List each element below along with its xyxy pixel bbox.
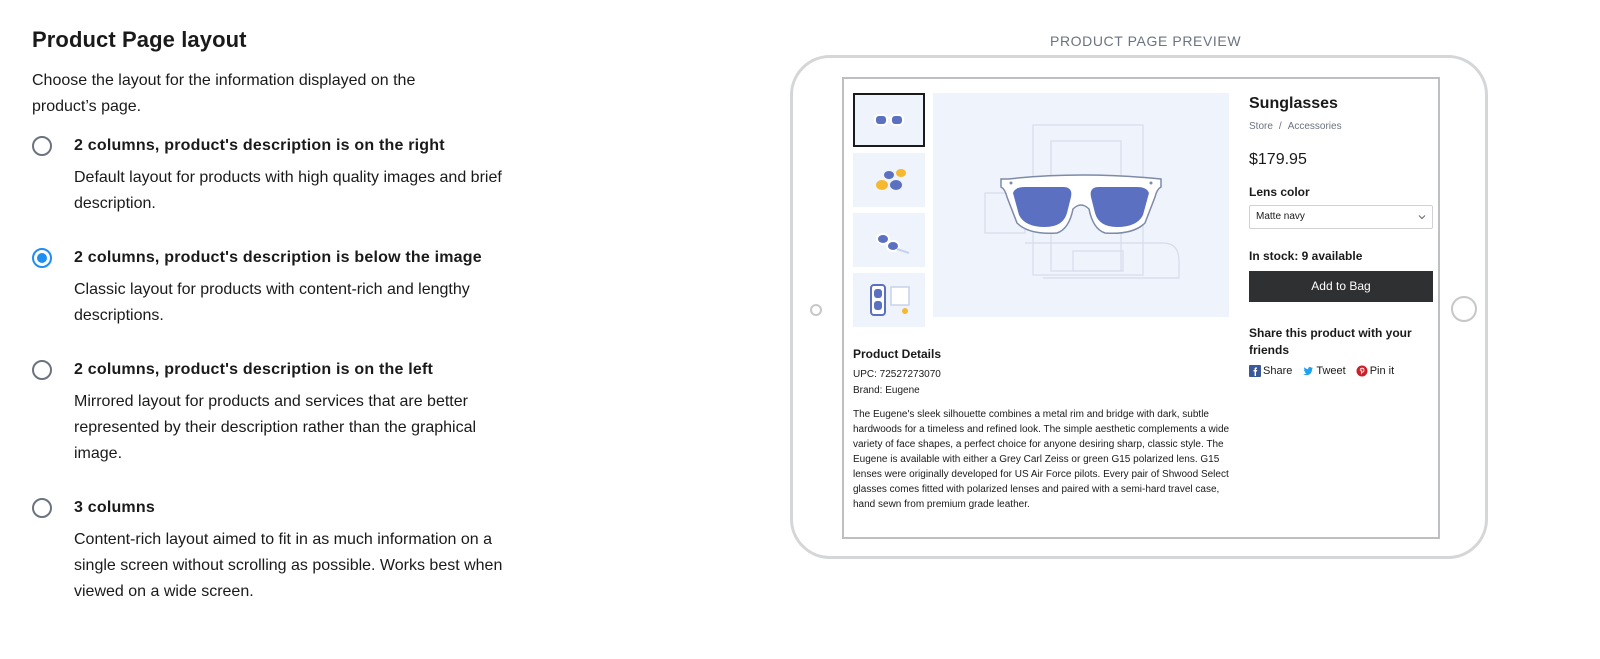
product-main-image[interactable] <box>933 93 1229 317</box>
option-title: 2 columns, product's description is below the image <box>74 249 482 266</box>
option-description: Default layout for products with high quality images and brief description. <box>74 169 502 212</box>
chevron-down-icon <box>1418 213 1426 221</box>
tablet-home-button-icon <box>1451 296 1477 322</box>
thumbnail-side[interactable] <box>853 213 925 267</box>
radio-button[interactable] <box>32 360 52 380</box>
sunglasses-side-thumbnail-icon <box>853 213 925 267</box>
share-label: Share <box>1263 365 1293 377</box>
stock-status: In stock: 9 available <box>1249 249 1363 263</box>
product-description: The Eugene's sleek silhouette combines a metal rim and bridge with dark, subtle hardwoods for a timeless and refined look. The simple aesthetic complements a wide variety of face shapes, a perfect choice for anyone desiring sharp, classic style. The Eugene is available with either a Grey Carl Zeiss or green G15 polarized lens. G15 lenses were originally developed for US Air Force pilots. Every pair of Shwood Select glasses comes fitted with polarized lenses and paired with a semi-hard travel case, hand sewn from premium grade leather. <box>853 409 1230 510</box>
option-title: 2 columns, product's description is on the left <box>74 361 434 378</box>
twitter-icon <box>1302 365 1314 377</box>
breadcrumb-separator: / <box>1278 121 1282 132</box>
product-price: $179.95 <box>1249 151 1307 168</box>
option-title: 2 columns, product's description is on the right <box>74 137 445 154</box>
lens-color-value: Matte navy <box>1256 211 1305 222</box>
option-description: Mirrored layout for products and services that are better represented by their description rather than the graphical image. <box>74 393 477 462</box>
lens-color-label: Lens color <box>1249 185 1310 199</box>
pinterest-icon <box>1356 365 1368 377</box>
breadcrumb-accessories-link[interactable]: Accessories <box>1287 121 1342 132</box>
option-description: Classic layout for products with content-rich and lengthy descriptions. <box>74 281 470 324</box>
pin-label: Pin it <box>1369 365 1395 377</box>
sunglasses-colors-thumbnail-icon <box>853 153 925 207</box>
preview-label: PRODUCT PAGE PREVIEW <box>1050 33 1242 49</box>
breadcrumb <box>1249 121 1342 132</box>
intro-text: Choose the layout for the information displayed on the product’s page. <box>32 72 416 115</box>
thumbnail-colors[interactable] <box>853 153 925 207</box>
product-upc: UPC: 72527273070 <box>853 369 941 380</box>
share-title: Share this product with your friends <box>1249 326 1412 357</box>
pinterest-pin-button[interactable] <box>1356 365 1394 377</box>
product-brand: Brand: Eugene <box>853 385 920 396</box>
product-name: Sunglasses <box>1249 95 1338 112</box>
option-title: 3 columns <box>74 499 155 516</box>
product-page-preview <box>842 77 1440 539</box>
option-description: Content-rich layout aimed to fit in as much information on a single screen without scrolling as possible. Works best when viewed on a wide screen. <box>74 531 503 600</box>
tablet-frame <box>790 55 1488 559</box>
sunglasses-case-thumbnail-icon <box>853 273 925 327</box>
add-to-bag-button[interactable]: Add to Bag <box>1249 271 1433 302</box>
lens-color-select[interactable] <box>1249 205 1433 229</box>
product-details-title: Product Details <box>853 347 942 361</box>
thumbnail-front[interactable] <box>853 93 925 147</box>
thumbnail-case[interactable] <box>853 273 925 327</box>
tweet-label: Tweet <box>1316 365 1346 377</box>
share-buttons <box>1249 365 1394 377</box>
twitter-tweet-button[interactable] <box>1302 365 1345 377</box>
sunglasses-thumbnail-icon <box>855 95 923 145</box>
layout-settings-panel <box>32 26 552 126</box>
facebook-icon <box>1249 365 1261 377</box>
radio-button[interactable] <box>32 136 52 156</box>
tablet-camera-icon <box>810 304 822 316</box>
breadcrumb-store-link[interactable]: Store <box>1249 121 1273 132</box>
radio-button-selected[interactable] <box>32 248 52 268</box>
facebook-share-button[interactable] <box>1249 365 1292 377</box>
page-title: Product Page layout <box>32 27 247 52</box>
radio-button[interactable] <box>32 498 52 518</box>
sunglasses-hero-icon <box>933 93 1229 317</box>
